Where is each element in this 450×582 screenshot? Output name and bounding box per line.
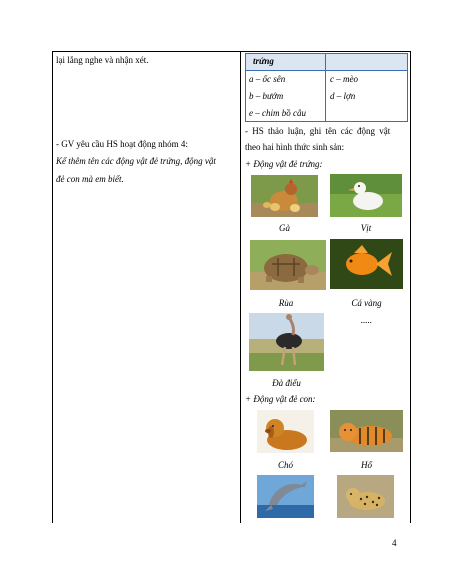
answer-item-e: e – chim bồ câu xyxy=(249,108,306,118)
duck-label: Vịt xyxy=(360,223,372,233)
tiger-image xyxy=(330,410,403,452)
task-intro: - GV yêu cầu HS hoạt động nhóm 4: xyxy=(56,139,188,149)
dog-image xyxy=(257,410,314,453)
answer-item-d: d – lợn xyxy=(330,91,356,101)
tiger-label: Hổ xyxy=(361,460,372,470)
duck-image xyxy=(330,174,402,217)
answer-item-a: a – ốc sên xyxy=(249,74,286,84)
goldfish-label: Cá vàng xyxy=(351,298,382,308)
answer-box xyxy=(245,53,408,121)
egg-heading: + Động vật đẻ trứng: xyxy=(245,159,323,169)
tortoise-image xyxy=(250,240,326,290)
chicken-image xyxy=(251,175,318,217)
task-line-2: đẻ con mà em biết. xyxy=(56,174,124,184)
more-animals-ellipsis: ..... xyxy=(360,315,373,325)
answer-box-header: trứng xyxy=(253,56,274,66)
page-number: 4 xyxy=(392,538,397,548)
tortoise-label: Rùa xyxy=(278,298,294,308)
chicken-label: Gà xyxy=(279,223,290,233)
goldfish-image xyxy=(330,239,403,289)
discuss-line-1: - HS thảo luận, ghi tên các động vật xyxy=(245,126,391,136)
dog-label: Chó xyxy=(277,460,293,470)
table-left-border xyxy=(52,51,53,523)
table-right-border xyxy=(410,51,411,523)
left-line-1: lại lắng nghe và nhận xét. xyxy=(56,55,149,65)
dolphin-image xyxy=(257,475,314,518)
discuss-line-2: theo hai hình thức sinh sản: xyxy=(245,142,345,152)
live-heading: + Động vật đẻ con: xyxy=(245,394,316,404)
ostrich-label: Đà điểu xyxy=(272,378,301,388)
answer-item-c: c – mèo xyxy=(330,74,358,84)
task-line-1: Kể thêm tên các động vật đẻ trứng, động vật xyxy=(56,156,216,166)
answer-box-divider xyxy=(325,53,326,121)
table-middle-border xyxy=(240,51,241,523)
answer-item-b: b – bướm xyxy=(249,91,284,101)
cheetah-image xyxy=(337,475,394,518)
table-top-border xyxy=(52,51,411,52)
ostrich-image xyxy=(249,313,324,371)
